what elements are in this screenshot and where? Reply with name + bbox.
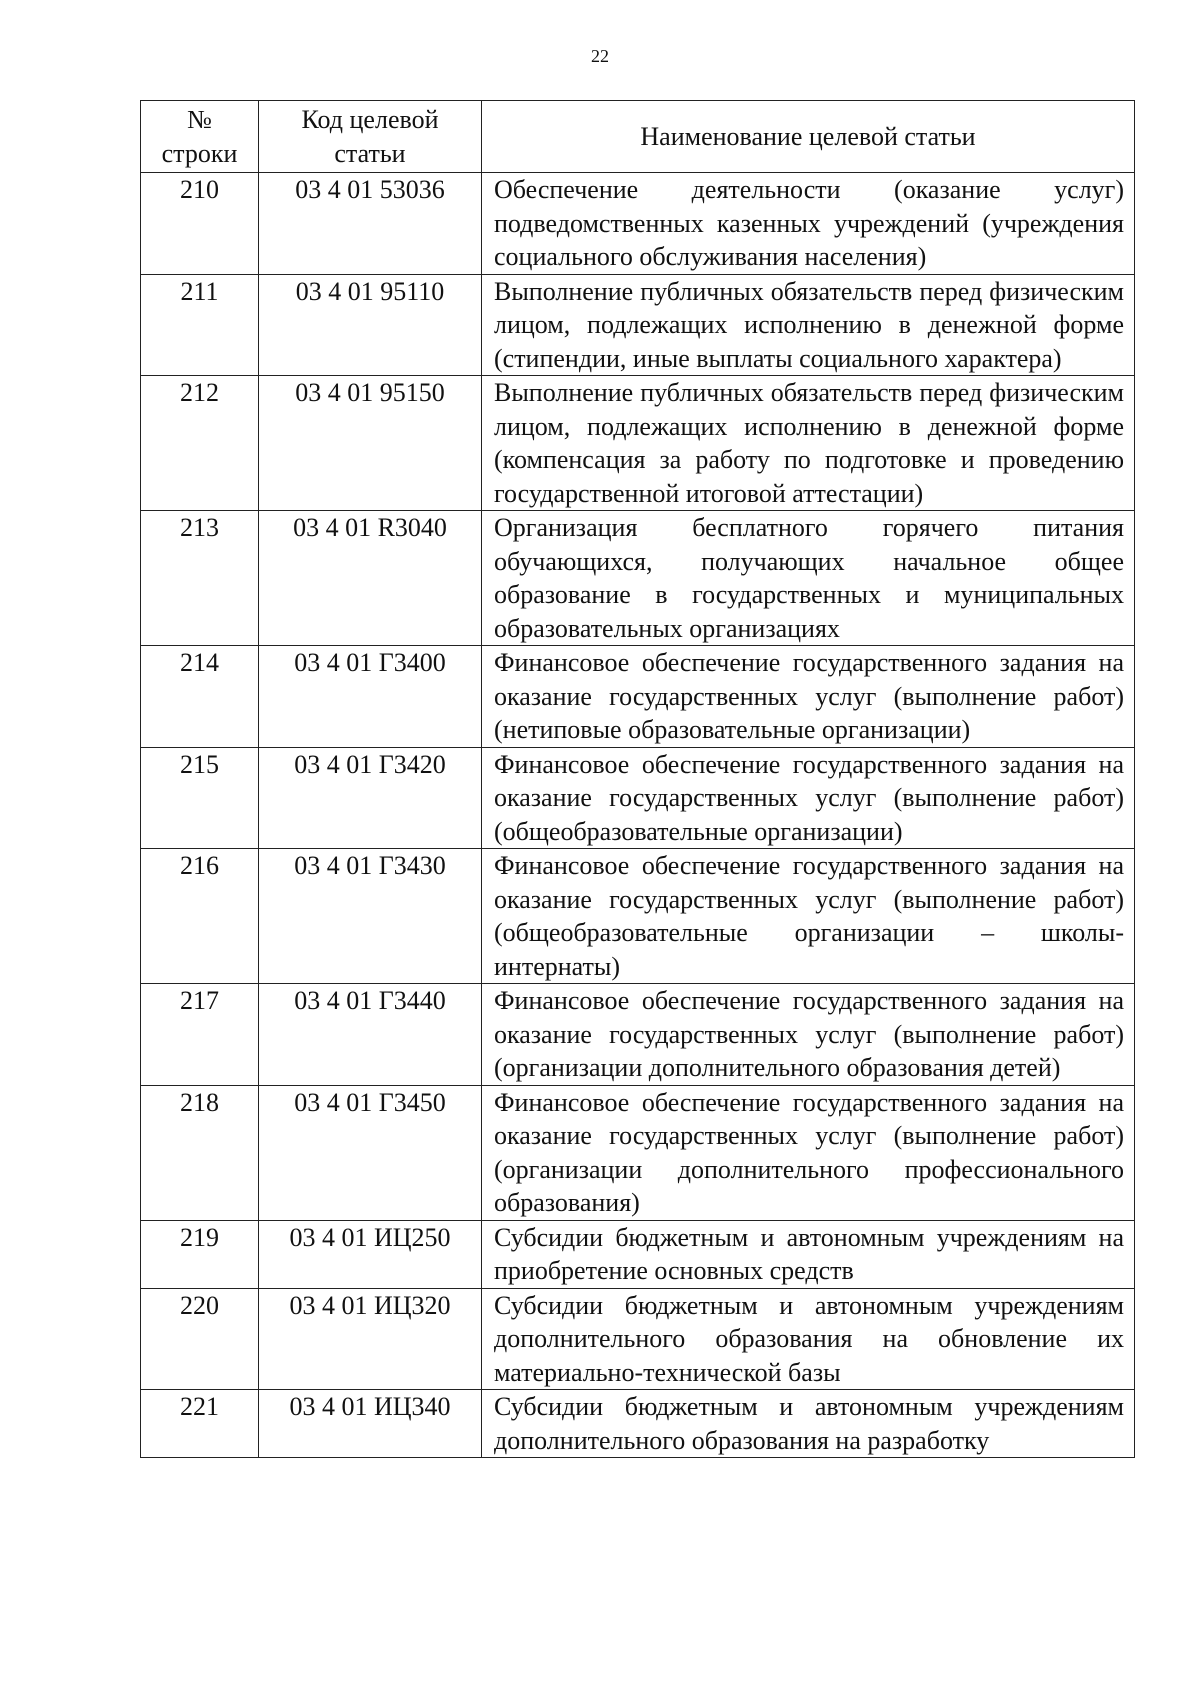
row-number: 216 [141, 849, 259, 984]
page-number: 22 [591, 46, 609, 66]
table-row [141, 1288, 1135, 1390]
row-name: Выполнение публичных обязательств перед физическим лицом, подлежащих исполнению в денежной форме (компенсация за работу по подготовке и проведению государственной итоговой аттестации) [482, 376, 1135, 511]
row-name: Финансовое обеспечение государственного задания на оказание государственных услуг (выполнение работ) (организации дополнительного образования детей) [482, 984, 1135, 1086]
row-name: Выполнение публичных обязательств перед физическим лицом, подлежащих исполнению в денежной форме (стипендии, иные выплаты социального характера) [482, 274, 1135, 376]
row-code: 03 4 01 Г3440 [259, 984, 482, 1086]
row-name: Финансовое обеспечение государственного задания на оказание государственных услуг (выполнение работ) (организации дополнительного профессионального образования) [482, 1085, 1135, 1220]
table-row [141, 376, 1135, 511]
table-row [141, 173, 1135, 275]
row-number: 219 [141, 1220, 259, 1288]
row-number: 220 [141, 1288, 259, 1390]
row-code: 03 4 01 95150 [259, 376, 482, 511]
row-name: Субсидии бюджетным и автономным учреждениям дополнительного образования на разработку [482, 1390, 1135, 1458]
header-code-line1: Код целевой [301, 105, 439, 134]
row-number: 221 [141, 1390, 259, 1458]
table-row [141, 984, 1135, 1086]
row-number: 212 [141, 376, 259, 511]
table-row [141, 1085, 1135, 1220]
table-header-row [141, 101, 1135, 173]
row-code: 03 4 01 ИЦ320 [259, 1288, 482, 1390]
row-name: Субсидии бюджетным и автономным учреждениям дополнительного образования на обновление их материально-технической базы [482, 1288, 1135, 1390]
header-code-line2: статьи [334, 138, 406, 168]
table-row [141, 274, 1135, 376]
row-code: 03 4 01 R3040 [259, 511, 482, 646]
header-row-number-line2: строки [161, 138, 238, 168]
row-number: 210 [141, 173, 259, 275]
row-number: 211 [141, 274, 259, 376]
row-code: 03 4 01 ИЦ340 [259, 1390, 482, 1458]
table-row [141, 849, 1135, 984]
row-number: 215 [141, 747, 259, 849]
row-number: 213 [141, 511, 259, 646]
table-row [141, 1220, 1135, 1288]
row-name: Обеспечение деятельности (оказание услуг) подведомственных казенных учреждений (учреждения социального обслуживания населения) [482, 173, 1135, 275]
row-name: Финансовое обеспечение государственного задания на оказание государственных услуг (выполнение работ) (общеобразовательные организации – школы-интернаты) [482, 849, 1135, 984]
row-code: 03 4 01 Г3430 [259, 849, 482, 984]
row-name: Финансовое обеспечение государственного задания на оказание государственных услуг (выполнение работ) (общеобразовательные организации) [482, 747, 1135, 849]
row-name: Субсидии бюджетным и автономным учреждениям на приобретение основных средств [482, 1220, 1135, 1288]
header-row-number-line1: № [187, 105, 212, 134]
row-code: 03 4 01 Г3400 [259, 646, 482, 748]
table-row [141, 1390, 1135, 1458]
row-code: 03 4 01 Г3420 [259, 747, 482, 849]
header-code [259, 101, 482, 173]
row-code: 03 4 01 53036 [259, 173, 482, 275]
row-number: 218 [141, 1085, 259, 1220]
row-code: 03 4 01 Г3450 [259, 1085, 482, 1220]
table-row [141, 511, 1135, 646]
row-name: Организация бесплатного горячего питания обучающихся, получающих начальное общее образование в государственных и муниципальных образовательных организациях [482, 511, 1135, 646]
header-name: Наименование целевой статьи [482, 101, 1135, 173]
row-number: 217 [141, 984, 259, 1086]
table-row [141, 646, 1135, 748]
row-code: 03 4 01 ИЦ250 [259, 1220, 482, 1288]
target-articles-table [140, 100, 1135, 1458]
row-number: 214 [141, 646, 259, 748]
row-code: 03 4 01 95110 [259, 274, 482, 376]
header-row-number [141, 101, 259, 173]
row-name: Финансовое обеспечение государственного задания на оказание государственных услуг (выполнение работ) (нетиповые образовательные организации) [482, 646, 1135, 748]
table-row [141, 747, 1135, 849]
